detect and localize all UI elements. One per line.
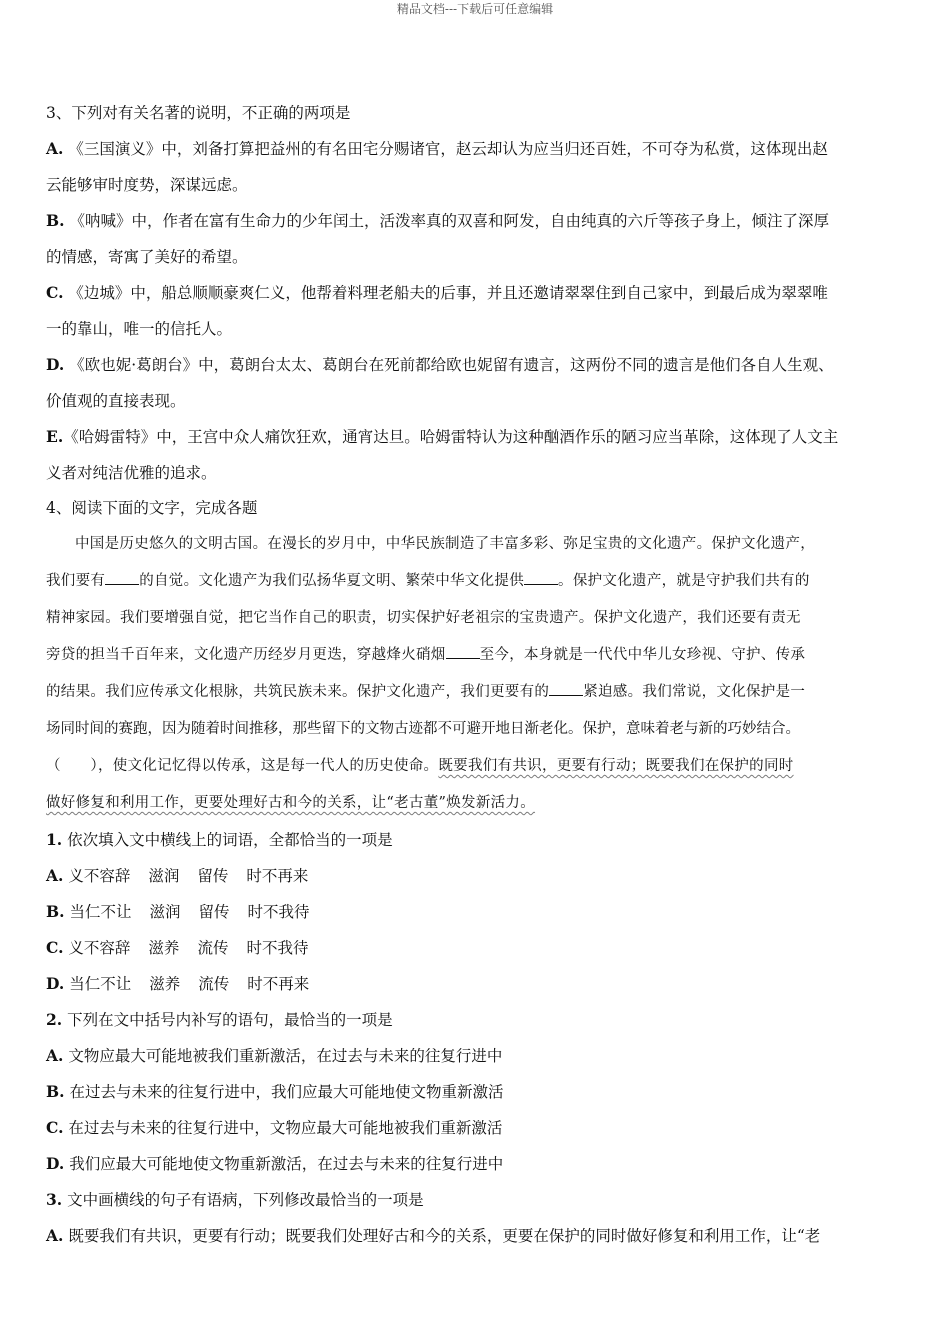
passage-line <box>46 785 908 822</box>
document-body <box>46 96 908 1254</box>
option-word: 时不我待 <box>247 903 310 921</box>
question-4-stem: 4、阅读下面的文字，完成各题 <box>46 499 258 517</box>
option-word: 当仁不让 <box>69 903 132 921</box>
option-text-continued: 一的靠山，唯一的信托人。 <box>46 320 233 338</box>
passage-line: 场同时间的赛跑，因为随着时间推移，那些留下的文物古迹都不可避开地日渐老化。保护，意味着老与新的巧妙结合。 <box>46 721 800 737</box>
option-word: 滋养 <box>148 939 180 957</box>
fill-blank-4 <box>549 694 583 696</box>
underlined-sentence: 既要我们有共识，更要有行动；既要我们在保护的同时 <box>438 758 794 774</box>
option-word: 滋润 <box>148 867 180 885</box>
question-3-option-a <box>46 131 908 203</box>
sub-1-option-a <box>46 858 908 894</box>
sub-question-3-stem <box>46 1182 908 1218</box>
passage-text: 至今，本身就是一代代中华儿女珍视、守护、传承 <box>479 647 806 663</box>
option-text: 文物应最大可能地被我们重新激活，在过去与未来的往复行进中 <box>68 1047 503 1065</box>
sub-1-option-d <box>46 966 908 1002</box>
sub-question-text: 下列在文中括号内补写的语句，最恰当的一项是 <box>67 1011 393 1029</box>
option-word: 时不再来 <box>246 867 309 885</box>
sub-2-option-d <box>46 1146 908 1182</box>
option-label: A. <box>46 866 64 885</box>
option-text: 《欧也妮·葛朗台》中，葛朗台太太、葛朗台在死前都给欧也妮留有遗言，这两份不同的遗言是他们各自人生观、 <box>69 356 834 374</box>
option-label: C. <box>46 1118 64 1137</box>
sub-2-option-b <box>46 1074 908 1110</box>
option-text: 《呐喊》中，作者在富有生命力的少年闰土，活泼率真的双喜和阿发，自由纯真的六斤等孩子身上，倾注了深厚 <box>69 212 829 230</box>
option-text-continued: 义者对纯洁优雅的追求。 <box>46 464 217 482</box>
passage-line: 精神家园。我们要增强自觉，把它当作自己的职责，切实保护好老祖宗的宝贵遗产。保护文化遗产，我们还要有责无 <box>46 610 801 626</box>
sub-question-number: 3. <box>46 1190 63 1209</box>
reading-passage <box>46 526 908 822</box>
option-label: B. <box>46 211 65 230</box>
option-text-continued: 的情感，寄寓了美好的希望。 <box>46 248 248 266</box>
question-3-option-e <box>46 419 908 491</box>
passage-line: 中国是历史悠久的文明古国。在漫长的岁月中，中华民族制造了丰富多彩、弥足宝贵的文化遗产。保护文化遗产， <box>75 536 815 552</box>
option-word: 滋润 <box>149 903 181 921</box>
option-text-continued: 云能够审时度势，深谋远虑。 <box>46 176 248 194</box>
option-word: 时不再来 <box>247 975 310 993</box>
passage-line <box>46 563 908 600</box>
passage-text: 的结果。我们应传承文化根脉，共筑民族未来。保护文化遗产，我们更要有的 <box>46 684 550 700</box>
question-3-option-c <box>46 275 908 347</box>
option-label: D. <box>46 1154 65 1173</box>
sub-question-1-stem <box>46 822 908 858</box>
option-word: 当仁不让 <box>69 975 132 993</box>
option-label: C. <box>46 283 64 302</box>
option-word: 时不我待 <box>246 939 309 957</box>
option-word: 流传 <box>197 939 229 957</box>
option-word: 滋养 <box>149 975 181 993</box>
sub-question-text: 文中画横线的句子有语病，下列修改最恰当的一项是 <box>67 1191 424 1209</box>
option-text: 《哈姆雷特》中，王宫中众人痛饮狂欢，通宵达旦。哈姆雷特认为这种酗酒作乐的陋习应当革除，这体现了人文主 <box>63 428 839 446</box>
option-text: 在过去与未来的往复行进中，文物应最大可能地被我们重新激活 <box>68 1119 503 1137</box>
sub-question-number: 2. <box>46 1010 63 1029</box>
fill-blank-1 <box>105 583 139 585</box>
option-text: 我们应最大可能地使文物重新激活，在过去与未来的往复行进中 <box>69 1155 504 1173</box>
sub-question-number: 1. <box>46 830 63 849</box>
option-word: 留传 <box>197 867 229 885</box>
passage-text: 。保护文化遗产，就是守护我们共有的 <box>558 573 810 589</box>
option-text: 《边城》中，船总顺顺豪爽仁义，他帮着料理老船夫的后事，并且还邀请翠翠住到自己家中，到最后成为翠翠唯 <box>68 284 828 302</box>
option-word: 义不容辞 <box>68 939 131 957</box>
passage-text: 旁贷的担当千百年来，文化遗产历经岁月更迭，穿越烽火硝烟 <box>46 647 446 663</box>
option-text: 既要我们有共识，更要有行动；既要我们处理好古和今的关系，更要在保护的同时做好修复和利用工作，让“老 <box>68 1227 821 1245</box>
option-label: B. <box>46 902 65 921</box>
option-word: 留传 <box>198 903 230 921</box>
option-label: B. <box>46 1082 65 1101</box>
passage-text: 紧迫感。我们常说，文化保护是一 <box>583 684 806 700</box>
option-label: D. <box>46 974 65 993</box>
sub-question-text: 依次填入文中横线上的词语，全都恰当的一项是 <box>67 831 393 849</box>
sub-2-option-a <box>46 1038 908 1074</box>
passage-line <box>46 674 908 711</box>
sub-1-option-b <box>46 894 908 930</box>
sub-question-2-stem <box>46 1002 908 1038</box>
option-text-continued: 价值观的直接表现。 <box>46 392 186 410</box>
page-header: 精品文档---下载后可任意编辑 <box>396 2 554 16</box>
sub-3-option-a <box>46 1218 908 1254</box>
underlined-sentence: 做好修复和利用工作，更要处理好古和今的关系，让“老古董”焕发新活力。 <box>46 795 536 811</box>
option-label: A. <box>46 1046 64 1065</box>
option-label: A. <box>46 1226 64 1245</box>
passage-line <box>46 748 908 785</box>
fill-blank-3 <box>446 657 480 659</box>
fill-blank-2 <box>524 583 558 585</box>
option-label: C. <box>46 938 64 957</box>
option-label: E. <box>46 427 64 446</box>
sub-1-option-c <box>46 930 908 966</box>
passage-text: （ ），使文化记忆得以传承，这是每一代人的历史使命。 <box>46 758 439 774</box>
option-label: D. <box>46 355 65 374</box>
question-3-option-d <box>46 347 908 419</box>
passage-line <box>46 637 908 674</box>
option-text: 《三国演义》中，刘备打算把益州的有名田宅分赐诸官，赵云却认为应当归还百姓，不可夺为私赏，这体现出赵 <box>68 140 828 158</box>
option-text: 在过去与未来的往复行进中，我们应最大可能地使文物重新激活 <box>69 1083 504 1101</box>
option-label: A. <box>46 139 64 158</box>
passage-text: 的自觉。文化遗产为我们弘扬华夏文明、繁荣中华文化提供 <box>139 573 525 589</box>
passage-text: 我们要有 <box>46 573 106 589</box>
option-word: 义不容辞 <box>68 867 131 885</box>
sub-2-option-c <box>46 1110 908 1146</box>
question-3-option-b <box>46 203 908 275</box>
question-3-stem: 3、下列对有关名著的说明，不正确的两项是 <box>46 104 351 122</box>
option-word: 流传 <box>198 975 230 993</box>
